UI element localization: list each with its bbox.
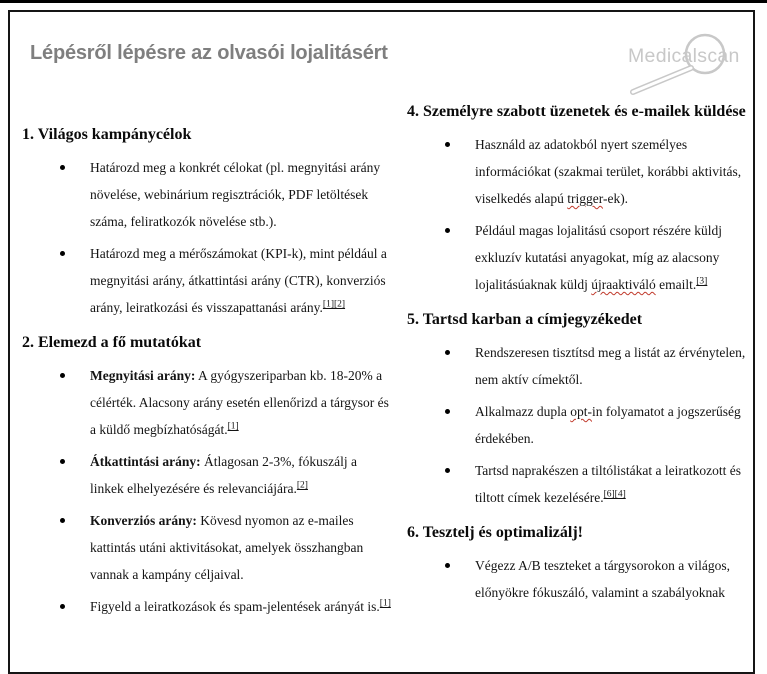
- reference-link[interactable]: [1][2]: [322, 299, 346, 310]
- bullet-list: [22, 362, 394, 620]
- reference-link[interactable]: [3]: [696, 276, 708, 287]
- text-run: Átlagosan 2-3%, fókuszálj a linkek elhelyezésére és relevanciájára.: [90, 454, 357, 496]
- text-run: Például magas lojalitású csoport részére küldj exkluzív kutatási anyagokat, míg az alacsony lojalitásúaknak küldj: [475, 223, 723, 292]
- text-run: Átkattintási arány:: [90, 454, 201, 469]
- bullet-list: [22, 154, 394, 321]
- text-run: Alkalmazz dupla: [475, 404, 571, 419]
- right-column: [407, 95, 755, 611]
- text-run: A gyógyszeriparban kb. 18-20% a célérték. Alacsony arány esetén ellenőrizd a tárgysor és a küldő megbízhatóságát.: [90, 368, 389, 437]
- bullet-item: [407, 457, 755, 511]
- text-run: Rendszeresen tisztítsd meg a listát az érvénytelen, nem aktív címektől.: [475, 345, 746, 387]
- text-run: in folyamatot a jogszerűség érdekében.: [475, 404, 741, 446]
- reference-link[interactable]: [1]: [227, 421, 239, 432]
- bullet-item: [22, 240, 394, 321]
- text-run: Határozd meg a konkrét célokat (pl. megnyitási arány növelése, webinárium regisztrációk, PDF letöltések száma, feliratkozók növelése stb.).: [90, 160, 381, 229]
- page-frame: [8, 10, 755, 674]
- misspelled-word: újraaktiváló: [591, 277, 656, 292]
- text-run: Tartsd naprakészen a tiltólistákat a leiratkozott és tiltott címek kezelésére.: [475, 463, 741, 505]
- text-run: Megnyitási arány:: [90, 368, 196, 383]
- section-heading: 1. Világos kampánycélok: [22, 126, 192, 143]
- bullet-item: [22, 448, 394, 502]
- section-heading: 2. Elemezd a fő mutatókat: [22, 334, 202, 351]
- left-column: [22, 118, 394, 625]
- reference-link[interactable]: [1]: [379, 598, 391, 609]
- section-heading: 5. Tartsd karban a címjegyzékedet: [407, 311, 643, 328]
- bullet-item: [22, 362, 394, 443]
- text-run: Végezz A/B teszteket a tárgysorokon a világos, előnyökre fókuszáló, valamint a szabályoknak: [475, 558, 731, 600]
- text-run: Használd az adatokból nyert személyes információkat (szakmai terület, korábbi aktivitás, viselkedés alapú: [475, 137, 742, 206]
- top-border-bar: [0, 0, 767, 3]
- section-heading: 6. Tesztelj és optimalizálj!: [407, 524, 583, 541]
- bullet-item: [407, 398, 755, 452]
- bullet-item: [22, 593, 394, 620]
- bullet-item: [407, 217, 755, 298]
- text-run: -ek).: [602, 191, 629, 206]
- bullet-item: [22, 154, 394, 235]
- section-heading: 4. Személyre szabott üzenetek és e-mailek küldése: [407, 103, 746, 120]
- misspelled-word: trigger: [567, 191, 603, 206]
- bullet-item: [407, 339, 755, 393]
- text-run: emailt.: [655, 277, 697, 292]
- page-title: Lépésről lépésre az olvasói lojalitásért: [30, 42, 388, 64]
- text-run: Határozd meg a mérőszámokat (KPI-k), mint például a megnyitási arány, átkattintási arány (CTR), konverziós arány, leiratkozási és visszapattanási arány.: [90, 246, 387, 315]
- bullet-item: [407, 552, 755, 606]
- reference-link[interactable]: [6][4]: [603, 489, 626, 500]
- bullet-item: [407, 131, 755, 212]
- bullet-list: [407, 131, 755, 298]
- text-run: Figyeld a leiratkozások és spam-jelentések arányát is.: [90, 599, 380, 614]
- text-run: Konverziós arány:: [90, 513, 197, 528]
- text-run: Kövesd nyomon az e-mailes kattintás utáni aktivitásokat, amelyek összhangban vannak a kampány céljaival.: [90, 513, 364, 582]
- reference-link[interactable]: [2]: [296, 480, 308, 491]
- logo-text: Medicalscan: [628, 45, 740, 67]
- bullet-list: [407, 552, 755, 606]
- misspelled-word: opt-: [570, 404, 592, 419]
- magnifier-handle-inner: [633, 68, 691, 92]
- bullet-list: [407, 339, 755, 511]
- bullet-item: [22, 507, 394, 588]
